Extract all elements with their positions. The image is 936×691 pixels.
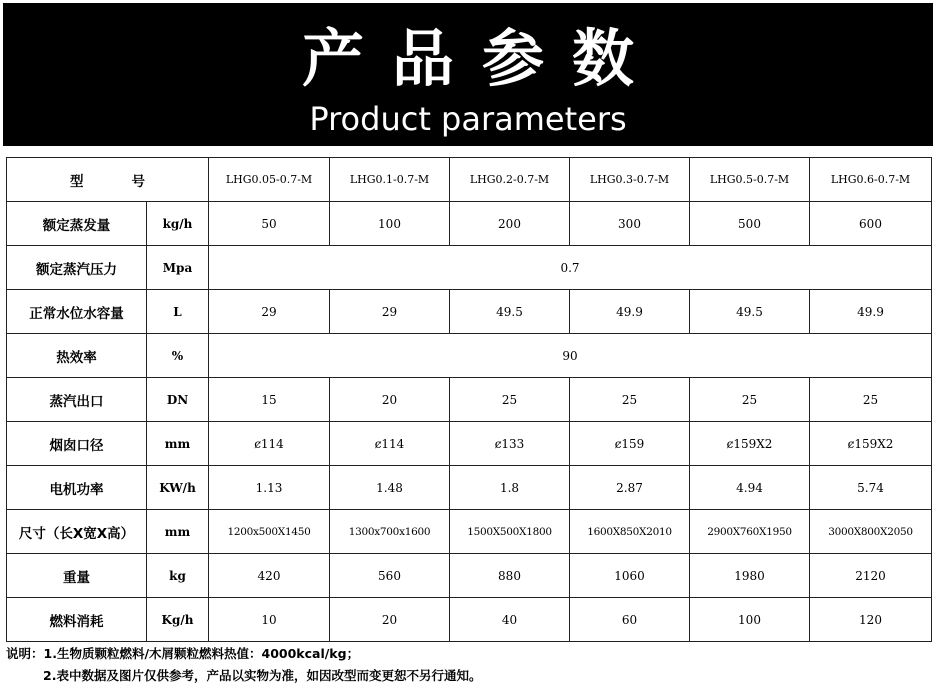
parameter-unit: Mpa <box>147 246 209 290</box>
value-cell: 1300x700x1600 <box>330 510 450 554</box>
model-header-cell: LHG0.1-0.7-M <box>330 158 450 202</box>
model-header-cell: LHG0.3-0.7-M <box>570 158 690 202</box>
note-line-1: 说明：1.生物质颗粒燃料/木屑颗粒燃料热值：4000kcal/kg； <box>6 646 360 661</box>
value-cell: 500 <box>690 202 810 246</box>
value-cell: 1060 <box>570 554 690 598</box>
value-cell: ȼ159X2 <box>690 422 810 466</box>
value-cell: 600 <box>810 202 932 246</box>
value-cell: 1.48 <box>330 466 450 510</box>
model-header-cell: LHG0.05-0.7-M <box>209 158 330 202</box>
table-row <box>7 202 932 246</box>
model-header-cell: LHG0.2-0.7-M <box>450 158 570 202</box>
parameters-table <box>6 157 932 642</box>
value-cell: 29 <box>330 290 450 334</box>
value-cell: 25 <box>570 378 690 422</box>
value-cell: ȼ114 <box>209 422 330 466</box>
parameter-label: 重量 <box>7 554 147 598</box>
parameter-unit: Kg/h <box>147 598 209 642</box>
value-cell: 25 <box>450 378 570 422</box>
value-cell: 1200x500X1450 <box>209 510 330 554</box>
value-cell: ȼ159 <box>570 422 690 466</box>
parameter-unit: DN <box>147 378 209 422</box>
value-cell: 1980 <box>690 554 810 598</box>
value-cell: 420 <box>209 554 330 598</box>
value-cell: 5.74 <box>810 466 932 510</box>
value-cell: 560 <box>330 554 450 598</box>
parameter-label: 蒸汽出口 <box>7 378 147 422</box>
value-cell: 49.9 <box>810 290 932 334</box>
page-title: 产品参数 <box>301 22 662 95</box>
value-cell: 29 <box>209 290 330 334</box>
merged-value-cell: 90 <box>209 334 932 378</box>
value-cell: 120 <box>810 598 932 642</box>
model-type-header <box>7 158 209 202</box>
value-cell: 2120 <box>810 554 932 598</box>
value-cell: 25 <box>690 378 810 422</box>
value-cell: 1500X500X1800 <box>450 510 570 554</box>
table-row <box>7 510 932 554</box>
parameter-label: 电机功率 <box>7 466 147 510</box>
parameter-label: 额定蒸发量 <box>7 202 147 246</box>
parameter-label: 尺寸（长X宽X高） <box>7 510 147 554</box>
merged-value-cell: 0.7 <box>209 246 932 290</box>
parameter-unit: mm <box>147 422 209 466</box>
parameter-label: 正常水位水容量 <box>7 290 147 334</box>
model-type-label: 型号 <box>70 173 193 190</box>
parameter-unit: KW/h <box>147 466 209 510</box>
value-cell: 4.94 <box>690 466 810 510</box>
parameter-unit: kg <box>147 554 209 598</box>
value-cell: ȼ133 <box>450 422 570 466</box>
parameter-label: 烟囱口径 <box>7 422 147 466</box>
value-cell: 60 <box>570 598 690 642</box>
model-header-cell: LHG0.6-0.7-M <box>810 158 932 202</box>
value-cell: 1600X850X2010 <box>570 510 690 554</box>
value-cell: 25 <box>810 378 932 422</box>
value-cell: 100 <box>690 598 810 642</box>
value-cell: 2.87 <box>570 466 690 510</box>
table-row <box>7 334 932 378</box>
value-cell: 880 <box>450 554 570 598</box>
parameter-label: 额定蒸汽压力 <box>7 246 147 290</box>
value-cell: 2900X760X1950 <box>690 510 810 554</box>
table-row <box>7 290 932 334</box>
table-row <box>7 598 932 642</box>
value-cell: 40 <box>450 598 570 642</box>
parameter-unit: L <box>147 290 209 334</box>
notes <box>6 643 932 687</box>
parameter-label: 热效率 <box>7 334 147 378</box>
parameter-unit: kg/h <box>147 202 209 246</box>
value-cell: 1.8 <box>450 466 570 510</box>
table-row <box>7 466 932 510</box>
value-cell: 49.9 <box>570 290 690 334</box>
value-cell: 20 <box>330 378 450 422</box>
table-row <box>7 422 932 466</box>
model-header-cell: LHG0.5-0.7-M <box>690 158 810 202</box>
value-cell: 49.5 <box>690 290 810 334</box>
note-line-2: 2.表中数据及图片仅供参考，产品以实物为准，如因改型而变更恕不另行通知。 <box>43 668 482 683</box>
page-subtitle: Product parameters <box>309 100 627 138</box>
value-cell: 49.5 <box>450 290 570 334</box>
value-cell: ȼ114 <box>330 422 450 466</box>
parameter-unit: % <box>147 334 209 378</box>
value-cell: 200 <box>450 202 570 246</box>
table-row <box>7 246 932 290</box>
parameter-label: 燃料消耗 <box>7 598 147 642</box>
table-header-row <box>7 158 932 202</box>
value-cell: 15 <box>209 378 330 422</box>
header-banner <box>3 3 933 146</box>
value-cell: 10 <box>209 598 330 642</box>
value-cell: 50 <box>209 202 330 246</box>
value-cell: 1.13 <box>209 466 330 510</box>
value-cell: 300 <box>570 202 690 246</box>
value-cell: 20 <box>330 598 450 642</box>
table-row <box>7 378 932 422</box>
value-cell: 3000X800X2050 <box>810 510 932 554</box>
parameter-unit: mm <box>147 510 209 554</box>
value-cell: ȼ159X2 <box>810 422 932 466</box>
value-cell: 100 <box>330 202 450 246</box>
table-row <box>7 554 932 598</box>
